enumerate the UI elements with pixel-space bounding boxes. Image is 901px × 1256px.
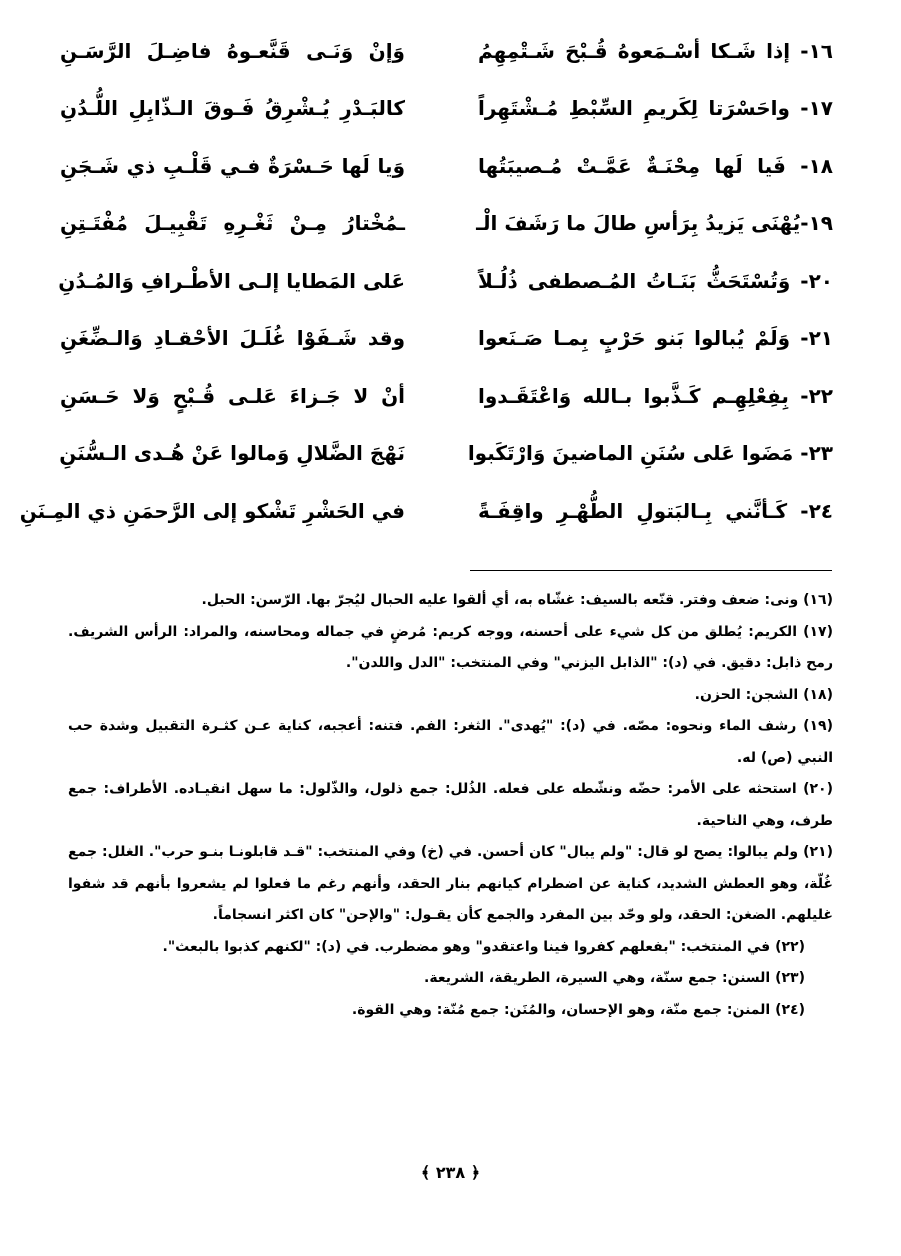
verse-first-hemistich: ٢٠- وَتُسْتَحَثُّ بَنَـاتُ المُـصطفى ذُلُـلاً bbox=[478, 268, 833, 293]
footnote-19: (١٩) رشف الماء ونحوه: مصّه. في (د): "يُهدى". الثغر: الفم. فتنه: أعجبه، كناية عـن كثـرة التقبيل وشدة حب النبي (ص) له. bbox=[68, 718, 833, 766]
verse-first-hemistich: ٢٤- كَـأنَّني بِـالبَتولِ الطُّهْـرِ واقِفَـةً bbox=[478, 498, 833, 523]
verse-18 bbox=[60, 137, 833, 195]
footnotes bbox=[68, 585, 833, 1026]
verse-17 bbox=[60, 80, 833, 138]
footnote-22: (٢٢) في المنتخب: "بفعلهم كفروا فينا واعتقدو" وهو مضطرب. في (د): "لكنهم كذبوا بالبعث". bbox=[162, 938, 805, 955]
verse-first-hemistich: ١٦- إذا شَـكا أسْـمَعوهُ قُـبْحَ شَـتْمِهِمُ bbox=[478, 38, 833, 63]
verse-21 bbox=[60, 310, 833, 368]
verse-second-hemistich: نَهْجَ الضَّلالِ وَمالوا عَنْ هُـدى الـسُّنَنِ bbox=[59, 441, 405, 466]
footnote-20: (٢٠) استحثه على الأمر: حضّه ونشّطه على فعله. الذُلل: جمع ذلول، والذّلول: ما سهل انقيـاده. الأطراف: جمع طرف، وهي الناحية. bbox=[68, 781, 833, 829]
verse-22 bbox=[60, 367, 833, 425]
verse-second-hemistich: وقد شَـفَوْا غُلَـلَ الأحْقـادِ وَالـضِّغَنِ bbox=[60, 326, 405, 351]
footnote-24: (٢٤) المنن: جمع منّة، وهو الإحسان، والمُنَن: جمع مُنّة: وهي القوة. bbox=[351, 1001, 805, 1018]
verse-first-hemistich: ٢٣- مَضَوا عَلى سُنَنِ الماضينَ وَارْتَكَبوا bbox=[467, 441, 833, 466]
verse-second-hemistich: عَلى المَطايا إلـى الأطْـرافِ وَالمُـدُنِ bbox=[58, 268, 405, 293]
footnote-23: (٢٣) السنن: جمع سنّة، وهي السيرة، الطريقة، الشريعة. bbox=[424, 970, 805, 986]
verse-first-hemistich: ٢١- وَلَمْ يُبالوا بَنو حَرْبٍ بِمـا صَـنَعوا bbox=[478, 326, 833, 351]
verse-second-hemistich: وَيا لَها حَـسْرَةٌ فـي قَلْـبِ ذي شَـجَنِ bbox=[60, 153, 405, 178]
verse-second-hemistich: وَإنْ وَنَـى قَنَّعـوهُ فاضِـلَ الرَّسَـنِ bbox=[60, 38, 405, 63]
footnote-divider bbox=[470, 570, 832, 571]
verse-20 bbox=[60, 252, 833, 310]
footnote-16: (١٦) ونى: ضعف وفتر. قنّعه بالسيف: غشّاه به، أي ألقوا عليه الحبال ليُجرّ بها. الرّسن: الحبل. bbox=[201, 592, 833, 608]
verse-second-hemistich: في الحَشْرِ تَشْكو إلى الرَّحمَنِ ذي المِـنَنِ bbox=[19, 498, 405, 523]
verse-first-hemistich: ١٩-يُهْنَى يَزيدُ بِرَأسِ طالَ ما رَشَفَ الْـ bbox=[476, 211, 833, 236]
verse-first-hemistich: ٢٢- بِفِعْلِهِـم كَـذَّبوا بـالله وَاعْتَقَـدوا bbox=[478, 383, 833, 408]
footnote-21: (٢١) ولم يبالوا: يصح لو قال: "ولم يبال" كان أحسن. في (خ) وفي المنتخب: "قـد قابلونـا بنـو حرب". الغلل: جمع غُلّة، وهو العطش الشديد، كناية عن اضطرام كيانهم بنار الحقد، وأنهم رغم ما فعلوا لم يشعروا بأنهم قد شفوا غليلهم. الضغن: الحقد، ولو وحّد بين المفرد والجمع كأن يقـول: "والإحن" كان اكثر انسجاماً. bbox=[68, 844, 833, 923]
verse-first-hemistich: ١٧- واحَسْرَتا لِكَريمِ السِّبْطِ مُـشْتَهِراً bbox=[478, 96, 833, 121]
footnote-17: (١٧) الكريم: يُطلق من كل شيء على أحسنه، ووجه كريم: مُرضٍ في جماله ومحاسنه، والمراد: الرأس الشريف. رمح ذابل: دقيق. في (د): "الذابل اليزني" وفي المنتخب: "الدل واللدن". bbox=[68, 623, 833, 671]
verse-second-hemistich: كالبَـدْرِ يُـشْرِقُ فَـوقَ الـذّابِلِ اللُّـدُنِ bbox=[60, 96, 405, 121]
verse-23 bbox=[60, 425, 833, 483]
verse-second-hemistich: ـمُخْتارُ مِـنْ ثَغْـرِهِ تَقْبِيـلَ مُفْتَـتِنِ bbox=[60, 211, 405, 236]
verse-24 bbox=[19, 482, 833, 540]
verse-16 bbox=[60, 22, 833, 80]
verse-first-hemistich: ١٨- فَيا لَها مِحْنَـةٌ عَمَّـتْ مُـصيبَتُها bbox=[478, 153, 833, 178]
verse-19 bbox=[60, 195, 833, 253]
verse-second-hemistich: أنْ لا جَـزاءَ عَلـى قُـبْحٍ وَلا حَـسَنِ bbox=[60, 383, 405, 408]
poem bbox=[19, 22, 833, 540]
page-number: ﴿ ٢٣٨ ﴾ bbox=[420, 1163, 481, 1182]
footnote-18: (١٨) الشجن: الحزن. bbox=[694, 686, 833, 703]
